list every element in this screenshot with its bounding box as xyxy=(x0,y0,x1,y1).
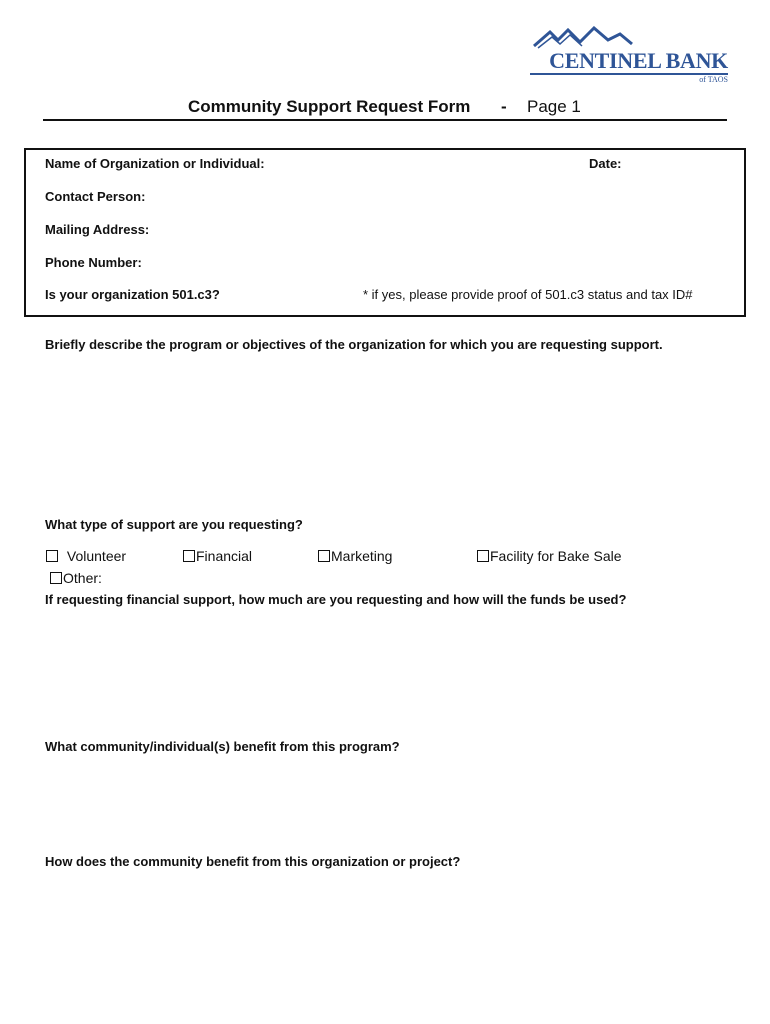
financial-option[interactable] xyxy=(183,548,252,564)
nonprofit-note: * if yes, please provide proof of 501.c3 status and tax ID# xyxy=(363,287,693,302)
title-underline xyxy=(43,119,727,121)
support-type-question: What type of support are you requesting? xyxy=(45,517,303,532)
marketing-option-label: Marketing xyxy=(331,548,393,564)
other-option[interactable] xyxy=(50,570,102,586)
marketing-option[interactable] xyxy=(318,548,392,564)
bake-sale-option[interactable] xyxy=(477,548,622,564)
organization-name-label: Name of Organization or Individual: xyxy=(45,156,265,171)
phone-number-label: Phone Number: xyxy=(45,255,142,270)
program-description-question: Briefly describe the program or objectives of the organization for which you are requesting support. xyxy=(45,337,663,352)
financial-request-question: If requesting financial support, how much are you requesting and how will the funds be used? xyxy=(45,592,627,607)
marketing-checkbox[interactable] xyxy=(318,550,330,562)
bank-logo xyxy=(528,26,732,88)
volunteer-option-label: Volunteer xyxy=(66,548,127,564)
logo-name: CENTINEL BANK xyxy=(549,48,728,73)
financial-option-label: Financial xyxy=(196,548,253,564)
title-separator: - xyxy=(501,97,507,116)
date-label: Date: xyxy=(589,156,622,171)
volunteer-checkbox[interactable] xyxy=(46,550,58,562)
contact-person-label: Contact Person: xyxy=(45,189,146,204)
bake-sale-checkbox[interactable] xyxy=(477,550,489,562)
volunteer-option[interactable] xyxy=(46,548,126,564)
form-title: Community Support Request Form xyxy=(188,97,471,116)
other-option-label: Other: xyxy=(63,570,102,586)
financial-checkbox[interactable] xyxy=(183,550,195,562)
other-checkbox[interactable] xyxy=(50,572,62,584)
page-number: Page 1 xyxy=(527,97,581,116)
logo-subtitle: of TAOS xyxy=(699,75,728,84)
mailing-address-label: Mailing Address: xyxy=(45,222,150,237)
nonprofit-status-label: Is your organization 501.c3? xyxy=(45,287,220,302)
community-benefit-question: How does the community benefit from this organization or project? xyxy=(45,854,461,869)
bake-sale-option-label: Facility for Bake Sale xyxy=(490,548,622,564)
beneficiaries-question: What community/individual(s) benefit from this program? xyxy=(45,739,400,754)
mountain-logo-icon xyxy=(528,26,732,50)
